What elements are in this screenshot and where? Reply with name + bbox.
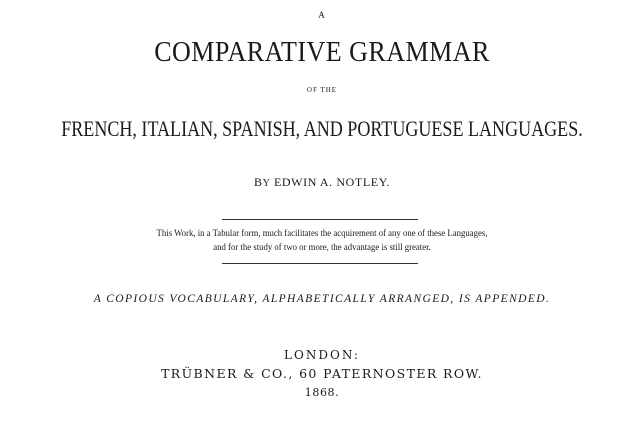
- top-divider: [222, 219, 418, 220]
- author-prefix-b: B: [253, 175, 263, 189]
- author-line: [0, 176, 644, 189]
- author-name: EDWIN A. NOTLEY.: [270, 175, 391, 189]
- publisher-city: LONDON:: [284, 348, 360, 362]
- description-line-1: This Work, in a Tabular form, much facilitates the acquirement of any one of these Languages,: [156, 229, 488, 239]
- description-line-2: and for the study of two or more, the advantage is still greater.: [213, 243, 431, 253]
- appendix-note: A COPIOUS VOCABULARY, ALPHABETICALLY ARRANGED, IS APPENDED.: [93, 293, 551, 305]
- title-article: A: [318, 10, 326, 20]
- of-the-label: OF THE: [306, 86, 338, 94]
- publication-year: 1868.: [304, 386, 340, 399]
- publisher-name: TRÜBNER & CO., 60 PATERNOSTER ROW.: [161, 366, 483, 381]
- bottom-divider: [222, 263, 418, 264]
- author-prefix-y: Y: [262, 178, 271, 189]
- languages-title: FRENCH, ITALIAN, SPANISH, AND PORTUGUESE LANGUAGES.: [61, 116, 583, 141]
- main-title: COMPARATIVE GRAMMAR: [154, 37, 490, 68]
